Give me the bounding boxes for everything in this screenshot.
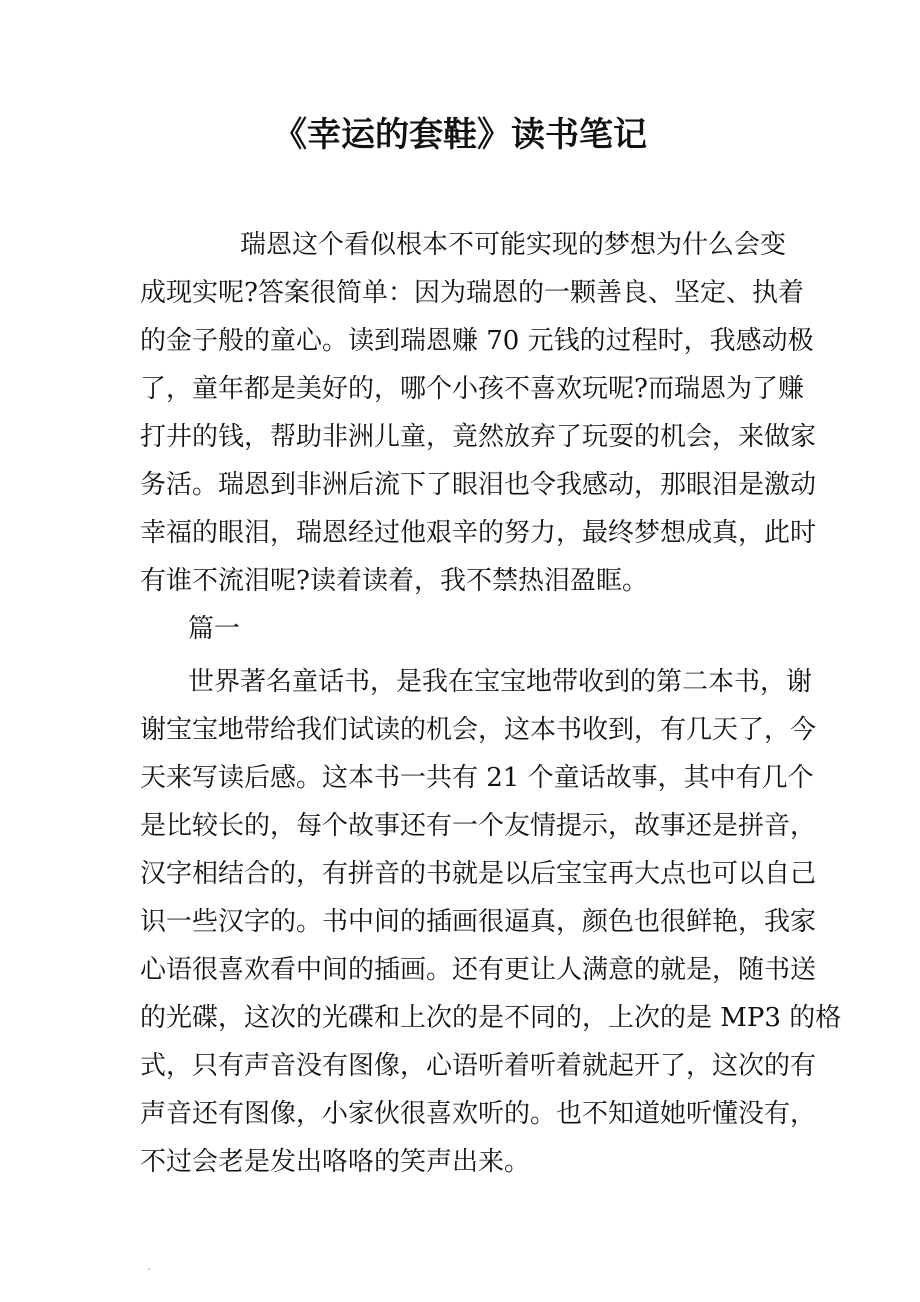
text-line: 识一些汉字的。书中间的插画很逼真，颜色也很鲜艳，我家 (140, 907, 817, 937)
text-line: 世界著名童话书，是我在宝宝地带收到的第二本书，谢 (188, 667, 813, 697)
page-speck (148, 1268, 150, 1270)
text-line: 谢宝宝地带给我们试读的机会，这本书收到，有几天了，今 (140, 715, 817, 745)
section-heading: 篇一 (188, 614, 241, 644)
text-line: 的光碟，这次的光碟和上次的是不同的，上次的是 MP3 的格 (140, 1003, 842, 1033)
text-line: 务活。瑞恩到非洲后流下了眼泪也令我感动，那眼泪是激动 (140, 470, 817, 500)
document-body (140, 221, 842, 1186)
text-line: 幸福的眼泪，瑞恩经过他艰辛的努力，最终梦想成真，此时 (140, 518, 817, 548)
text-line: 瑞恩这个看似根本不可能实现的梦想为什么会变 (240, 230, 787, 260)
paragraph-2 (140, 658, 842, 1186)
paragraph-1 (140, 221, 817, 605)
text-line: 的金子般的童心。读到瑞恩赚 70 元钱的过程时，我感动极 (140, 326, 814, 356)
text-line: 心语很喜欢看中间的插画。还有更让人满意的就是，随书送 (140, 955, 817, 985)
document-title: 《幸运的套鞋》读书笔记 (273, 115, 647, 155)
text-line: 打井的钱，帮助非洲儿童，竟然放弃了玩耍的机会，来做家 (140, 422, 817, 452)
text-line: 成现实呢?答案很简单：因为瑞恩的一颗善良、坚定、执着 (140, 278, 804, 308)
text-line: 天来写读后感。这本书一共有 21 个童话故事，其中有几个 (140, 763, 814, 793)
text-line: 了，童年都是美好的，哪个小孩不喜欢玩呢?而瑞恩为了赚 (140, 374, 804, 404)
text-line: 是比较长的，每个故事还有一个友情提示，故事还是拼音， (140, 811, 817, 841)
text-line: 有谁不流泪呢?读着读着，我不禁热泪盈眶。 (140, 566, 648, 596)
text-line: 汉字相结合的，有拼音的书就是以后宝宝再大点也可以自己 (140, 859, 817, 889)
text-line: 声音还有图像，小家伙很喜欢听的。也不知道她听懂没有， (140, 1099, 817, 1129)
text-line: 式，只有声音没有图像，心语听着听着就起开了，这次的有 (140, 1051, 817, 1081)
text-line: 不过会老是发出咯咯的笑声出来。 (140, 1147, 531, 1177)
